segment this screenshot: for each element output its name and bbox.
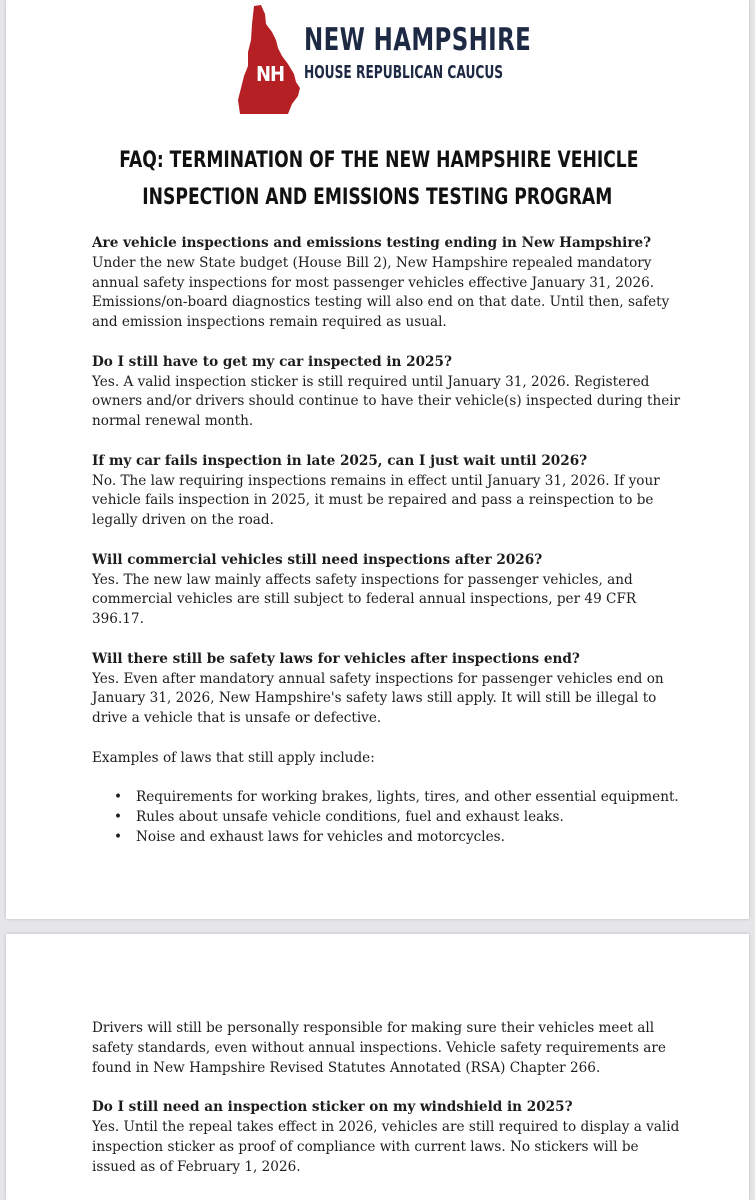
faq-answer: Yes. Until the repeal takes effect in 2026, vehicles are still required to display a valid inspection sticker as proof of compliance with current laws. No stickers will be issued as of February 1, 2026. [92,1118,680,1175]
faq-answer: Yes. A valid inspection sticker is still required until January 31, 2026. Registered owners and/or drivers should continue to have their vehicle(s) inspected during their normal renewal month. [92,373,681,430]
page-title-line-2: INSPECTION AND EMISSIONS TESTING PROGRAM [142,185,613,210]
faq-answer: Yes. The new law mainly affects safety inspections for passenger vehicles, and commercial vehicles are still subject to federal annual inspections, per 49 CFR 396.17. [92,571,637,628]
faq-answer: Yes. Even after mandatory annual safety inspections for passenger vehicles end on January 31, 2026, New Hampshire's safety laws still apply. It will still be illegal to drive a vehicle that is unsafe or defective. [92,670,664,727]
faq-item [92,234,682,333]
page-title [46,142,709,216]
faq-section-continued [92,1019,682,1197]
faq-item [92,1098,682,1177]
responsibility-paragraph: Drivers will still be personally responsible for making sure their vehicles meet all safety standards, even without annual inspections. Vehicle safety requirements are found in New Hampshire Revised Statutes Annotated (RSA) Chapter 266. [92,1020,666,1076]
logo-subtitle: HOUSE REPUBLICAN CAUCUS [304,62,504,83]
faq-item [92,353,682,432]
faq-answer: No. The law requiring inspections remains in effect until January 31, 2026. If your vehicle fails inspection in 2025, it must be repaired and pass a reinspection to be legally driven on the road. [92,472,660,529]
logo-title: NEW HAMPSHIRE [304,22,532,58]
examples-intro: Examples of laws that still apply include: [92,749,375,766]
nh-state-shape-icon [234,4,304,118]
faq-item [92,650,682,729]
faq-item [92,551,682,630]
page-title-line-1: FAQ: TERMINATION OF THE NEW HAMPSHIRE VEHICLE [119,148,639,173]
faq-section [92,234,682,848]
list-item: • Requirements for working brakes, lights, tires, and other essential equipment. [92,788,682,808]
document-page-1 [6,0,749,919]
faq-item [92,452,682,531]
faq-question: Are vehicle inspections and emissions testing ending in New Hampshire? [92,235,652,251]
list-item: • Rules about unsafe vehicle conditions, fuel and exhaust leaks. [92,808,682,828]
faq-question: Will commercial vehicles still need inspections after 2026? [92,551,543,568]
faq-question: Do I still need an inspection sticker on my windshield in 2025? [92,1099,573,1116]
faq-question: If my car fails inspection in late 2025, can I just wait until 2026? [92,452,588,469]
list-item: • Noise and exhaust laws for vehicles and motorcycles. [92,828,682,848]
faq-question: Will there still be safety laws for vehicles after inspections end? [92,650,580,667]
faq-answer: Under the new State budget (House Bill 2), New Hampshire repealed mandatory annual safety inspections for most passenger vehicles effective January 31, 2026. Emissions/on-board diagnostics testing will also end on that date. Until then, safety and emission inspections remain required as usual. [92,254,670,331]
faq-question: Do I still have to get my car inspected in 2025? [92,353,452,370]
examples-list [92,788,682,847]
nh-caucus-logo [234,4,534,118]
logo-badge-text: NH [255,62,285,86]
document-page-2 [6,934,749,1200]
